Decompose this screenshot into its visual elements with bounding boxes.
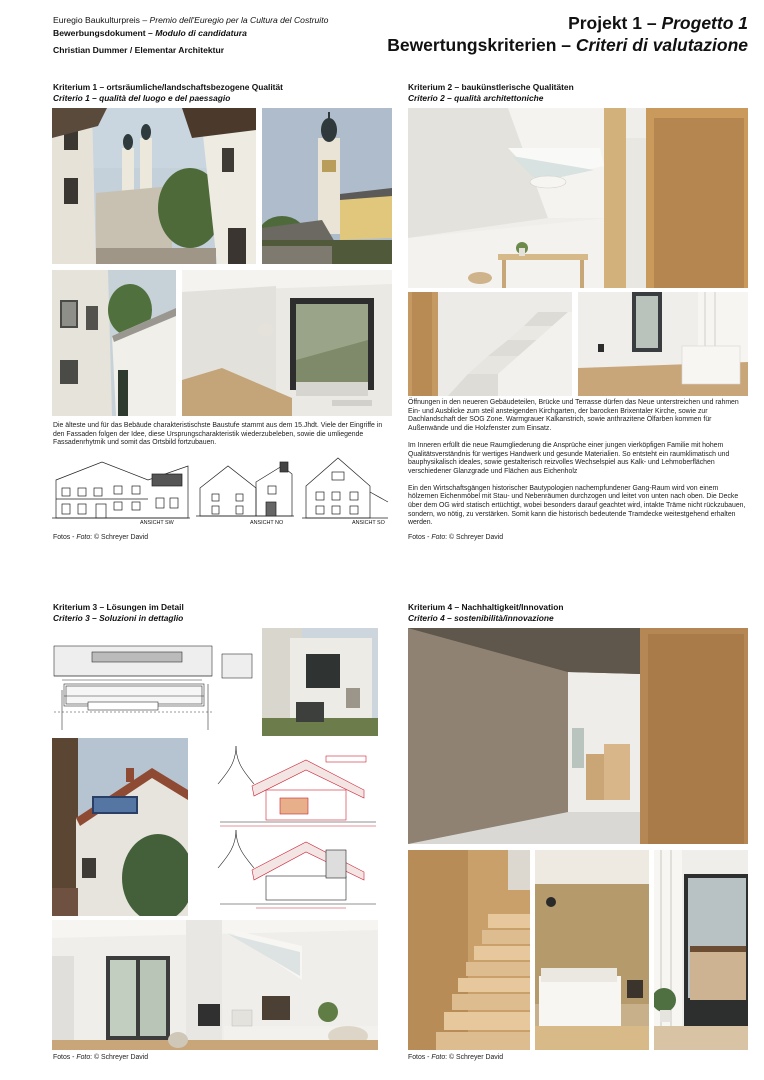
photo-credit-4 <box>408 1053 503 1062</box>
photo-credit-3 <box>53 1053 148 1062</box>
photo-interior-window <box>182 270 392 416</box>
drawing-roof-sections <box>196 738 380 916</box>
criterion-2-title: Kriterium 2 – baukünstlerische Qualitäten <box>408 82 574 92</box>
photo-oak-stair <box>408 850 530 1050</box>
credit-prefix: Fotos - <box>408 534 432 541</box>
credit-suffix: : © Schreyer David <box>90 1054 149 1061</box>
separator: – <box>139 15 150 25</box>
criteria-title: Bewertungskriterien – <box>387 35 576 55</box>
photo-corridor-plaster <box>408 628 748 844</box>
credit-suffix: : © Schreyer David <box>445 1054 504 1061</box>
doc-type-it: Modulo di candidatura <box>155 27 247 38</box>
criteria-title-it: Criteri di valutazione <box>575 35 748 55</box>
credit-prefix: Fotos - <box>53 1054 77 1061</box>
credit-it: Foto <box>431 534 446 541</box>
criterion-2-heading <box>408 82 574 104</box>
separator: – <box>145 27 156 38</box>
criterion-3-title: Kriterium 3 – Lösungen im Detail <box>53 602 184 612</box>
photo-bathroom <box>578 292 748 396</box>
criterion-1-title: Kriterium 1 – ortsräumliche/landschaftsbezogene Qualität <box>53 82 283 92</box>
credit-it: Foto <box>76 1054 91 1061</box>
drawing-window-detail <box>52 640 256 734</box>
elevation-label-no: ANSICHT NO <box>250 520 284 526</box>
prize-name: Euregio Baukulturpreis <box>53 15 140 25</box>
photo-village-alley <box>52 108 256 264</box>
criterion-4-subtitle: Criterio 4 – sostenibilità/innovazione <box>408 613 554 623</box>
criterion-1-text: Die älteste und für das Bebäude charakteristischste Baustufe stammt aus dem 15.Jhdt. Viele der Eingriffe in den Fassaden folgen der Idee, diese Ursprungscharakteristik wiederzubeleben, sowie die umliegende Fassadenrhytmik und somit das Ortsbild fortzubauen. <box>53 422 383 447</box>
credit-it: Foto <box>431 1054 446 1061</box>
credit-it: Foto <box>76 534 91 541</box>
elevation-label-sw: ANSICHT SW <box>140 520 174 526</box>
photo-bedroom <box>535 850 649 1050</box>
credit-suffix: : © Schreyer David <box>445 534 504 541</box>
photo-facade-side <box>52 270 176 416</box>
criterion-4-heading <box>408 602 563 624</box>
criterion-2-subtitle: Criterio 2 – qualità architettoniche <box>408 93 544 103</box>
credit-prefix: Fotos - <box>53 534 77 541</box>
photo-stair-white <box>408 292 572 396</box>
criterion-1-heading <box>53 82 283 104</box>
photo-living-room <box>52 920 378 1050</box>
elevation-drawings <box>52 452 392 528</box>
photo-credit-2 <box>408 533 503 542</box>
doc-type: Bewerbungsdokument <box>53 27 146 38</box>
criterion-2-paragraph-2: Im Inneren erfüllt die neue Raumgliederung die Ansprüche einer jungen vierköpfigen Familie mit hohem Qualitätsverständnis für wertiges Handwerk und gesunde Materialien. So entsteht ein raumklimatisch und bauphysikalisch ideales, sowie gestalterisch reizvolles Wechselspiel aus Kalk- und Lehmoberflächen verschiedener Glanzgrade und Flächen aus Eichenholz <box>408 441 730 475</box>
photo-window-curtain <box>654 850 748 1050</box>
criterion-1-subtitle: Criterio 1 – qualità del luogo e del paessagio <box>53 93 231 103</box>
criterion-2-text <box>408 399 748 528</box>
photo-house-window <box>262 628 378 736</box>
project-title-it: Progetto 1 <box>661 13 748 33</box>
photo-church-tower <box>262 108 392 264</box>
criterion-4-title: Kriterium 4 – Nachhaltigkeit/Innovation <box>408 602 564 612</box>
photo-roof-exterior <box>52 738 188 916</box>
credit-prefix: Fotos - <box>408 1054 432 1061</box>
criterion-2-paragraph-3: Ein den Wirtschaftsgängen historischer Bautypologien nachempfundener Gang-Raum wird von einem hölzernen Eichenmöbel mit Stau- und Nebenräumen durchzogen und leitet von unten nach oben. Die Decke über dem OG wird statisch ertüchtigt, wobei besonders darauf geachtet wird, intakte Träme nicht rückzubauen, sondern, wo nötig, zu verstärken. Somit kann die historisch bedeutende Tramdecke weitestgehend erhalten werden. <box>408 484 746 527</box>
prize-name-it: Premio dell'Euregio per la Cultura del Costruito <box>149 15 329 25</box>
photo-dining-room <box>408 108 748 288</box>
criterion-3-heading <box>53 602 184 624</box>
author: Christian Dummer / Elementar Architektur <box>53 45 225 55</box>
photo-credit-1 <box>53 533 148 542</box>
criterion-2-paragraph-1: Öffnungen in den neueren Gebäudeteilen, Brücke und Terrasse dürfen das Neue unterstreichen und rahmen Ein- und Ausblicke zum steil ansteigenden Kirchgarten, der barocken Brixentaler Kirche, sowie zur Dachlandschaft der SOG Zone. Warmgrauer Kalkanstrich, sowie anthrazitene Ölfarben kommen für Außenwände und die Holzfenster zum Einsatz. <box>408 399 739 433</box>
elevation-label-so: ANSICHT SO <box>352 520 385 526</box>
project-title: Projekt 1 – <box>568 13 662 33</box>
header-right <box>387 12 748 56</box>
criterion-3-subtitle: Criterio 3 – Soluzioni in dettaglio <box>53 613 184 623</box>
header-left <box>53 14 328 57</box>
credit-suffix: : © Schreyer David <box>90 534 149 541</box>
